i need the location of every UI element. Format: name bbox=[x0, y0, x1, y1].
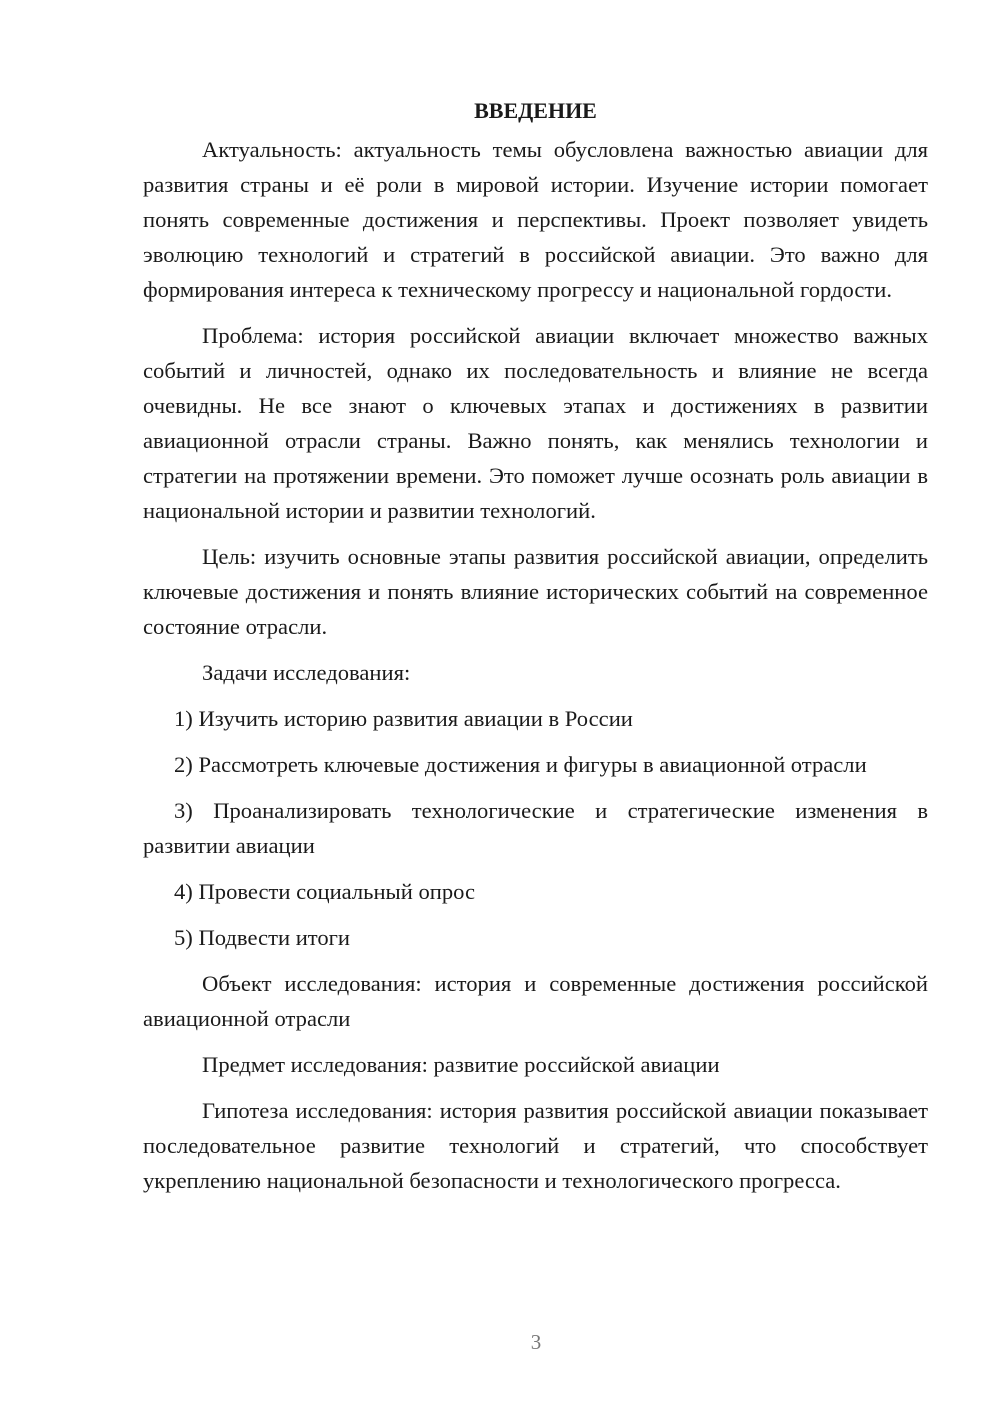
paragraph-hypothesis: Гипотеза исследования: история развития российской авиации показывает последовательное развитие технологий и стратегий, что способствует укреплению национальной безопасности и технологического прогресса. bbox=[143, 1098, 928, 1193]
paragraph-goal: Цель: изучить основные этапы развития российской авиации, определить ключевые достижения и понять влияние исторических событий на современное состояние отрасли. bbox=[143, 544, 928, 639]
document-page bbox=[143, 93, 928, 1209]
task-item-4: 4) Провести социальный опрос bbox=[174, 879, 476, 904]
paragraph-problem: Проблема: история российской авиации включает множество важных событий и личностей, однако их последовательность и влияние не всегда очевидны. Не все знают о ключевых этапах и достижениях в развитии авиационной отрасли страны. Важно понять, как менялись технологии и стратегии на протяжении времени. Это поможет лучше осознать роль авиации в национальной истории и развитии технологий. bbox=[143, 323, 928, 523]
page-number: 3 bbox=[530, 1330, 542, 1354]
task-item-5: 5) Подвести итоги bbox=[174, 925, 351, 950]
page-title: ВВЕДЕНИЕ bbox=[474, 98, 597, 123]
paragraph-relevance: Актуальность: актуальность темы обусловлена важностью авиации для развития страны и её роли в мировой истории. Изучение истории помогает понять современные достижения и перспективы. Проект позволяет увидеть эволюцию технологий и стратегий в российской авиации. Это важно для формирования интереса к техническому прогрессу и национальной гордости. bbox=[143, 137, 928, 302]
task-item-2: 2) Рассмотреть ключевые достижения и фигуры в авиационной отрасли bbox=[174, 752, 867, 777]
task-item-1: 1) Изучить историю развития авиации в России bbox=[174, 706, 633, 731]
paragraph-object: Объект исследования: история и современные достижения российской авиационной отрасли bbox=[143, 971, 928, 1031]
paragraph-subject: Предмет исследования: развитие российской авиации bbox=[202, 1052, 720, 1077]
tasks-heading: Задачи исследования: bbox=[202, 660, 411, 685]
task-item-3: 3) Проанализировать технологические и стратегические изменения в развитии авиации bbox=[143, 798, 928, 858]
